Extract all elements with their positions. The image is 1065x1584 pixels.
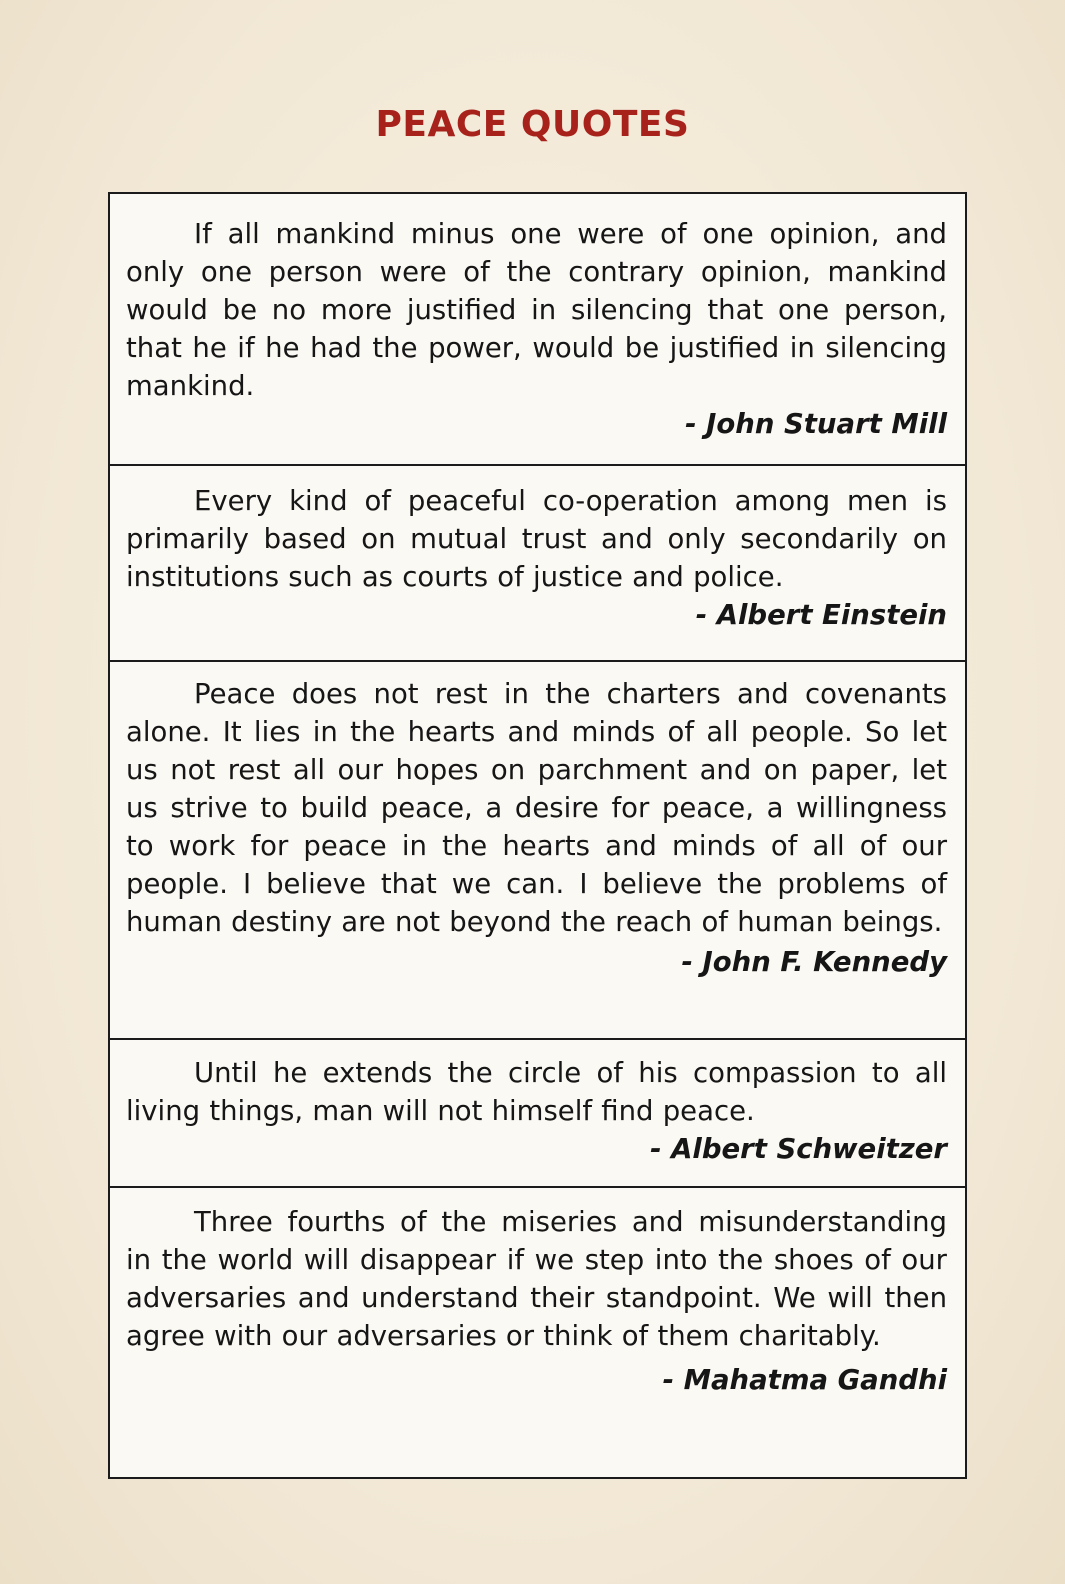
quote-author: - Mahatma Gandhi (662, 1364, 947, 1396)
quote-text: If all mankind minus one were of one opinion, and only one person were of the contrary opinion, mankind would be no more justified in silencing that one person, that he if he had the power, would be justified in silencing mankind. (126, 218, 947, 402)
quote-john-stuart-mill (110, 194, 965, 466)
quote-author: - John Stuart Mill (685, 408, 947, 440)
quote-text: Until he extends the circle of his compassion to all living things, man will not himself find peace. (126, 1057, 947, 1127)
quote-author: - Albert Schweitzer (650, 1133, 947, 1165)
page-title: PEACE QUOTES (375, 104, 690, 145)
quote-albert-schweitzer (110, 1040, 965, 1188)
quote-text: Three fourths of the miseries and misunderstanding in the world will disappear if we step into the shoes of our adversaries and understand their standpoint. We will then agree with our adversaries or think of them charitably. (126, 1206, 947, 1352)
quotes-box (108, 192, 967, 1479)
quote-john-f-kennedy (110, 662, 965, 1040)
quote-author: - Albert Einstein (695, 599, 947, 631)
quote-albert-einstein (110, 466, 965, 662)
quote-text: Every kind of peaceful co-operation among men is primarily based on mutual trust and only secondarily on institutions such as courts of justice and police. (126, 485, 947, 593)
quote-text: Peace does not rest in the charters and covenants alone. It lies in the hearts and minds of all people. So let us not rest all our hopes on parchment and on paper, let us strive to build peace, a desire for peace, a willingness to work for peace in the hearts and minds of all of our people. I believe that we can. I believe the problems of human destiny are not beyond the reach of human beings. (126, 678, 947, 938)
quote-mahatma-gandhi (110, 1188, 965, 1477)
quote-author: - John F. Kennedy (681, 946, 947, 978)
